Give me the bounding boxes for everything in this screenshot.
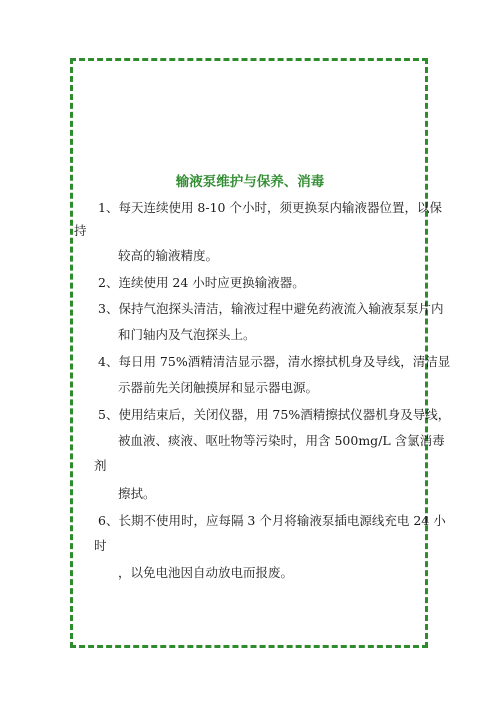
text-line: 较高的输液精度。 — [118, 248, 219, 263]
text-line: 2、连续使用 24 小时应更换输液器。 — [98, 275, 305, 290]
text-line: 持 — [74, 223, 87, 238]
text-line: ，以免电池因自动放电而报废。 — [118, 565, 294, 580]
text-line: 擦拭。 — [118, 486, 156, 501]
text-line: 4、每日用 75%酒精清洁显示器，清水擦拭机身及导线，清洁显 — [98, 354, 451, 369]
text-line: 被血液、痰液、呕吐物等污染时，用含 500mg/L 含氯消毒 — [118, 433, 445, 448]
text-line: 5、使用结束后，关闭仪器，用 75%酒精擦拭仪器机身及导线， — [98, 407, 451, 422]
text-line: 示器前先关闭触摸屏和显示器电源。 — [118, 380, 319, 395]
text-line: 剂 — [94, 458, 107, 473]
dashed-border-frame — [70, 58, 428, 648]
document-title: 输液泵维护与保养、消毒 — [175, 174, 325, 190]
text-line: 1、每天连续使用 8-10 个小时，须更换泵内输液器位置，以保 — [98, 200, 442, 215]
text-line: 3、保持气泡探头清洁，输液过程中避免药液流入输液泵泵片内 — [98, 301, 444, 316]
text-line: 和门轴内及气泡探头上。 — [118, 327, 256, 342]
text-line: 6、长期不使用时，应每隔 3 个月将输液泵插电源线充电 24 小 — [98, 513, 446, 528]
text-line: 时 — [94, 538, 107, 553]
